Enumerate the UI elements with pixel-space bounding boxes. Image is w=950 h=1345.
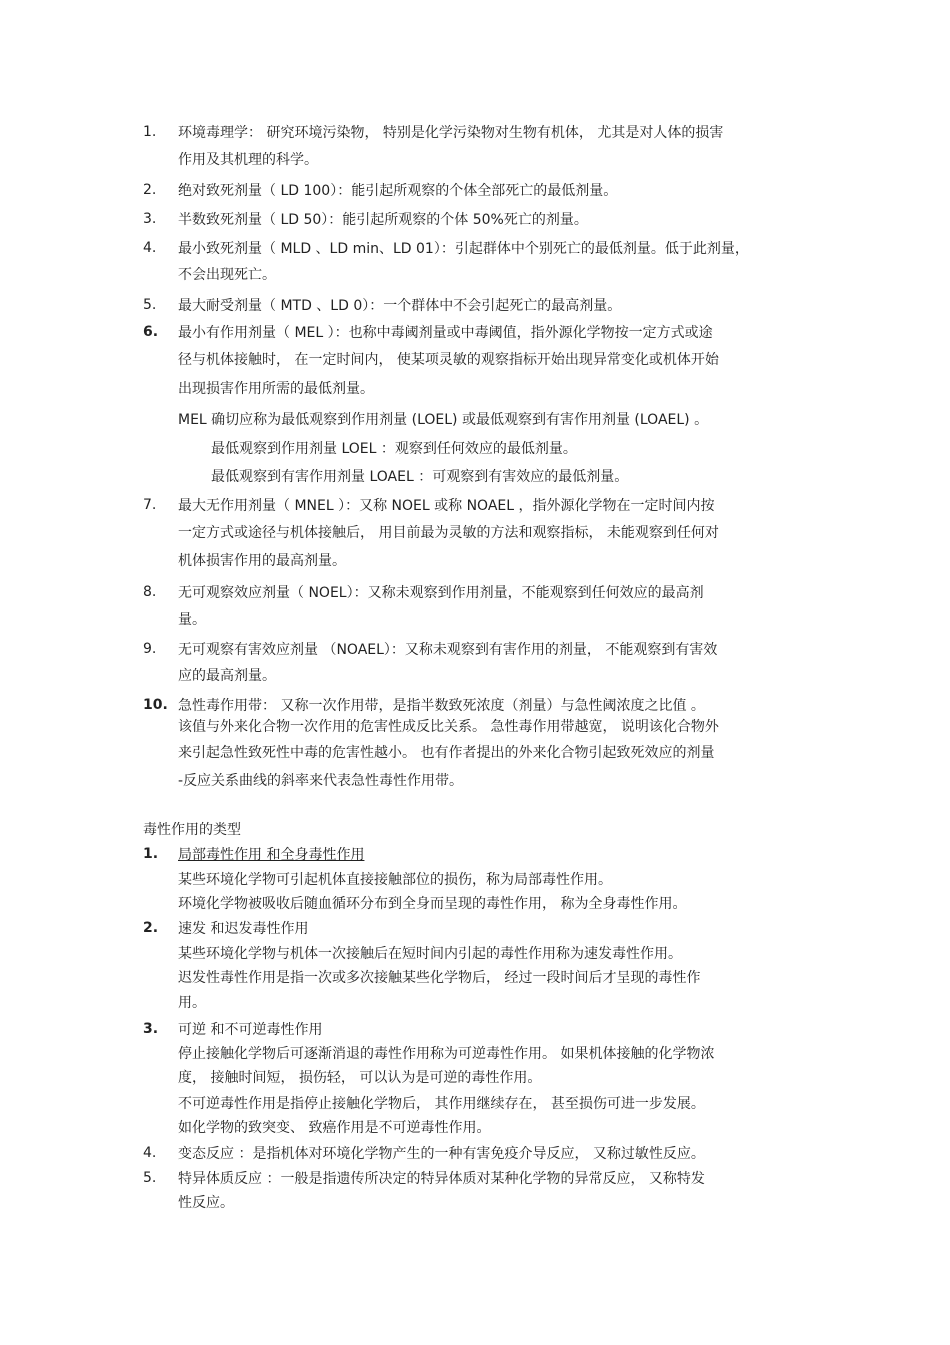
type-text: 性反应。	[178, 1195, 234, 1211]
definition-text: 急性毒作用带： 又称一次作用带，是指半数致死浓度（剂量）与急性阈浓度之比值 。	[178, 698, 705, 714]
item-number: 1.	[143, 124, 157, 140]
item-number: 6.	[143, 324, 159, 340]
item-number: 9.	[143, 641, 157, 657]
definition-text: 环境毒理学： 研究环境污染物， 特别是化学污染物对生物有机体， 尤其是对人体的损害	[178, 125, 724, 141]
definition-text: 最小有作用剂量（ MEL ）：也称中毒阈剂量或中毒阈值，指外源化学物按一定方式或途	[178, 325, 713, 341]
item-number: 2.	[143, 182, 157, 198]
item-number: 5.	[143, 297, 157, 313]
type-text: 变态反应 ：是指机体对环境化学物产生的一种有害免疫介导反应， 又称过敏性反应。	[178, 1146, 705, 1162]
mel-note-loael: 最低观察到有害作用剂量 LOAEL ：可观察到有害效应的最低剂量。	[211, 469, 629, 485]
type-text: 停止接触化学物后可逐渐消退的毒性作用称为可逆毒性作用。 如果机体接触的化学物浓	[178, 1046, 715, 1062]
definition-text: 来引起急性致死性中毒的危害性越小。 也有作者提出的外来化合物引起致死效应的剂量	[178, 745, 715, 761]
item-number: 5.	[143, 1170, 157, 1186]
item-number: 4.	[143, 240, 157, 256]
item-number: 4.	[143, 1145, 157, 1161]
item-number: 1.	[143, 846, 159, 862]
definition-text: 径与机体接触时， 在一定时间内， 使某项灵敏的观察指标开始出现异常变化或机体开始	[178, 352, 719, 368]
definition-text: 应的最高剂量。	[178, 668, 276, 684]
type-title: 可逆 和不可逆毒性作用	[178, 1022, 323, 1038]
definition-text: -反应关系曲线的斜率来代表急性毒性作用带。	[178, 773, 464, 789]
section-heading: 毒性作用的类型	[143, 822, 241, 838]
definition-text: 该值与外来化合物一次作用的危害性成反比关系。 急性毒作用带越宽， 说明该化合物外	[178, 719, 719, 735]
definition-text: 最小致死剂量（ MLD 、LD min、LD 01）：引起群体中个别死亡的最低剂量。低于此剂量，	[178, 241, 749, 257]
definition-text: 出现损害作用所需的最低剂量。	[178, 381, 374, 397]
type-text: 迟发性毒性作用是指一次或多次接触某些化学物后， 经过一段时间后才呈现的毒性作	[178, 970, 701, 986]
type-title: 局部毒性作用 和全身毒性作用	[178, 847, 365, 863]
item-number: 3.	[143, 1021, 159, 1037]
definition-text: 无可观察有害效应剂量 （NOAEL）：又称未观察到有害作用的剂量， 不能观察到有害效	[178, 642, 718, 658]
definition-text: 绝对致死剂量（ LD 100）：能引起所观察的个体全部死亡的最低剂量。	[178, 183, 618, 199]
definition-text: 作用及其机理的科学。	[178, 152, 318, 168]
definition-text: 最大耐受剂量（ MTD 、LD 0）：一个群体中不会引起死亡的最高剂量。	[178, 298, 622, 314]
definition-text: 无可观察效应剂量（ NOEL）：又称未观察到作用剂量，不能观察到任何效应的最高剂	[178, 585, 704, 601]
definition-text: 最大无作用剂量（ MNEL ）：又称 NOEL 或称 NOAEL ，指外源化学物在一定时间内按	[178, 498, 715, 514]
item-number: 3.	[143, 211, 157, 227]
type-text: 环境化学物被吸收后随血循环分布到全身而呈现的毒性作用， 称为全身毒性作用。	[178, 896, 687, 912]
type-text: 特异体质反应 ：一般是指遗传所决定的特异体质对某种化学物的异常反应， 又称特发	[178, 1171, 705, 1187]
definition-text: 不会出现死亡。	[178, 267, 276, 283]
item-number: 7.	[143, 497, 157, 513]
type-text: 不可逆毒性作用是指停止接触化学物后， 其作用继续存在， 甚至损伤可进一步发展。	[178, 1096, 705, 1112]
mel-note-main: MEL 确切应称为最低观察到作用剂量 (LOEL) 或最低观察到有害作用剂量 (LOAEL) 。	[178, 412, 709, 428]
item-number: 8.	[143, 584, 157, 600]
definition-text: 机体损害作用的最高剂量。	[178, 553, 346, 569]
type-title: 速发 和迟发毒性作用	[178, 921, 309, 937]
item-number: 10.	[143, 697, 168, 713]
item-number: 2.	[143, 920, 159, 936]
mel-note-loel: 最低观察到作用剂量 LOEL ：观察到任何效应的最低剂量。	[211, 441, 577, 457]
type-text: 某些环境化学物与机体一次接触后在短时间内引起的毒性作用称为速发毒性作用。	[178, 946, 682, 962]
type-text: 如化学物的致突变、 致癌作用是不可逆毒性作用。	[178, 1120, 491, 1136]
type-text: 度， 接触时间短， 损伤轻， 可以认为是可逆的毒性作用。	[178, 1070, 542, 1086]
type-text: 某些环境化学物可引起机体直接接触部位的损伤，称为局部毒性作用。	[178, 872, 612, 888]
definition-text: 量。	[178, 612, 206, 628]
definition-text: 半数致死剂量（ LD 50）：能引起所观察的个体 50%死亡的剂量。	[178, 212, 588, 228]
definition-text: 一定方式或途径与机体接触后， 用目前最为灵敏的方法和观察指标， 未能观察到任何对	[178, 525, 719, 541]
type-text: 用。	[178, 995, 206, 1011]
